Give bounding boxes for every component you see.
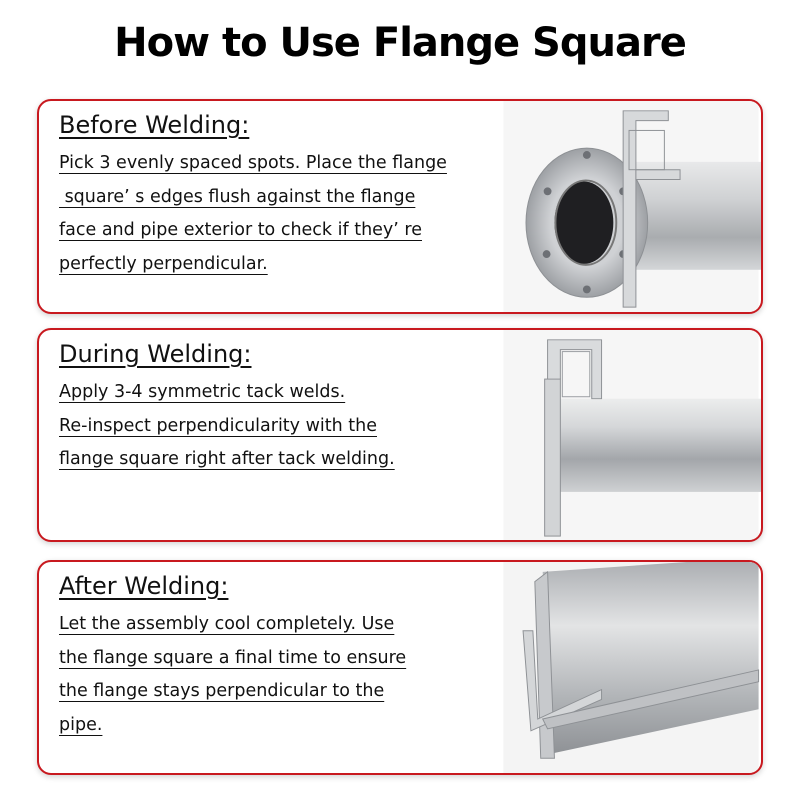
pipe-final-check-illustration xyxy=(501,562,761,773)
instruction-line: the flange stays perpendicular to the xyxy=(59,681,385,701)
page-title: How to Use Flange Square xyxy=(114,20,686,66)
instruction-line: face and pipe exterior to check if they’ re xyxy=(59,220,422,240)
instruction-line: the flange square a final time to ensure xyxy=(59,647,407,668)
instruction-line: Re-inspect perpendicularity with the xyxy=(59,415,377,436)
instruction-line: Let the assembly cool completely. Use xyxy=(59,614,395,634)
instruction-line: square’ s edges flush against the flange xyxy=(59,186,416,207)
flange-square-weld-illustration xyxy=(501,330,761,540)
during-welding-text xyxy=(59,340,519,477)
instruction-line: perfectly perpendicular. xyxy=(59,253,268,274)
before-welding-card xyxy=(37,99,763,314)
instruction-line: pipe. xyxy=(59,714,103,735)
instruction-line: flange square right after tack welding. xyxy=(59,449,395,469)
after-welding-card xyxy=(37,560,763,775)
flange-pipe-illustration xyxy=(501,101,761,312)
section-heading: After Welding: xyxy=(59,572,229,600)
instruction-line: Pick 3 evenly spaced spots. Place the flange xyxy=(59,153,447,173)
during-welding-card xyxy=(37,328,763,542)
before-welding-text xyxy=(59,111,519,281)
section-heading: During Welding: xyxy=(59,340,252,368)
section-heading: Before Welding: xyxy=(59,111,250,139)
instruction-line: Apply 3-4 symmetric tack welds. xyxy=(59,382,346,402)
after-welding-text xyxy=(59,572,519,742)
